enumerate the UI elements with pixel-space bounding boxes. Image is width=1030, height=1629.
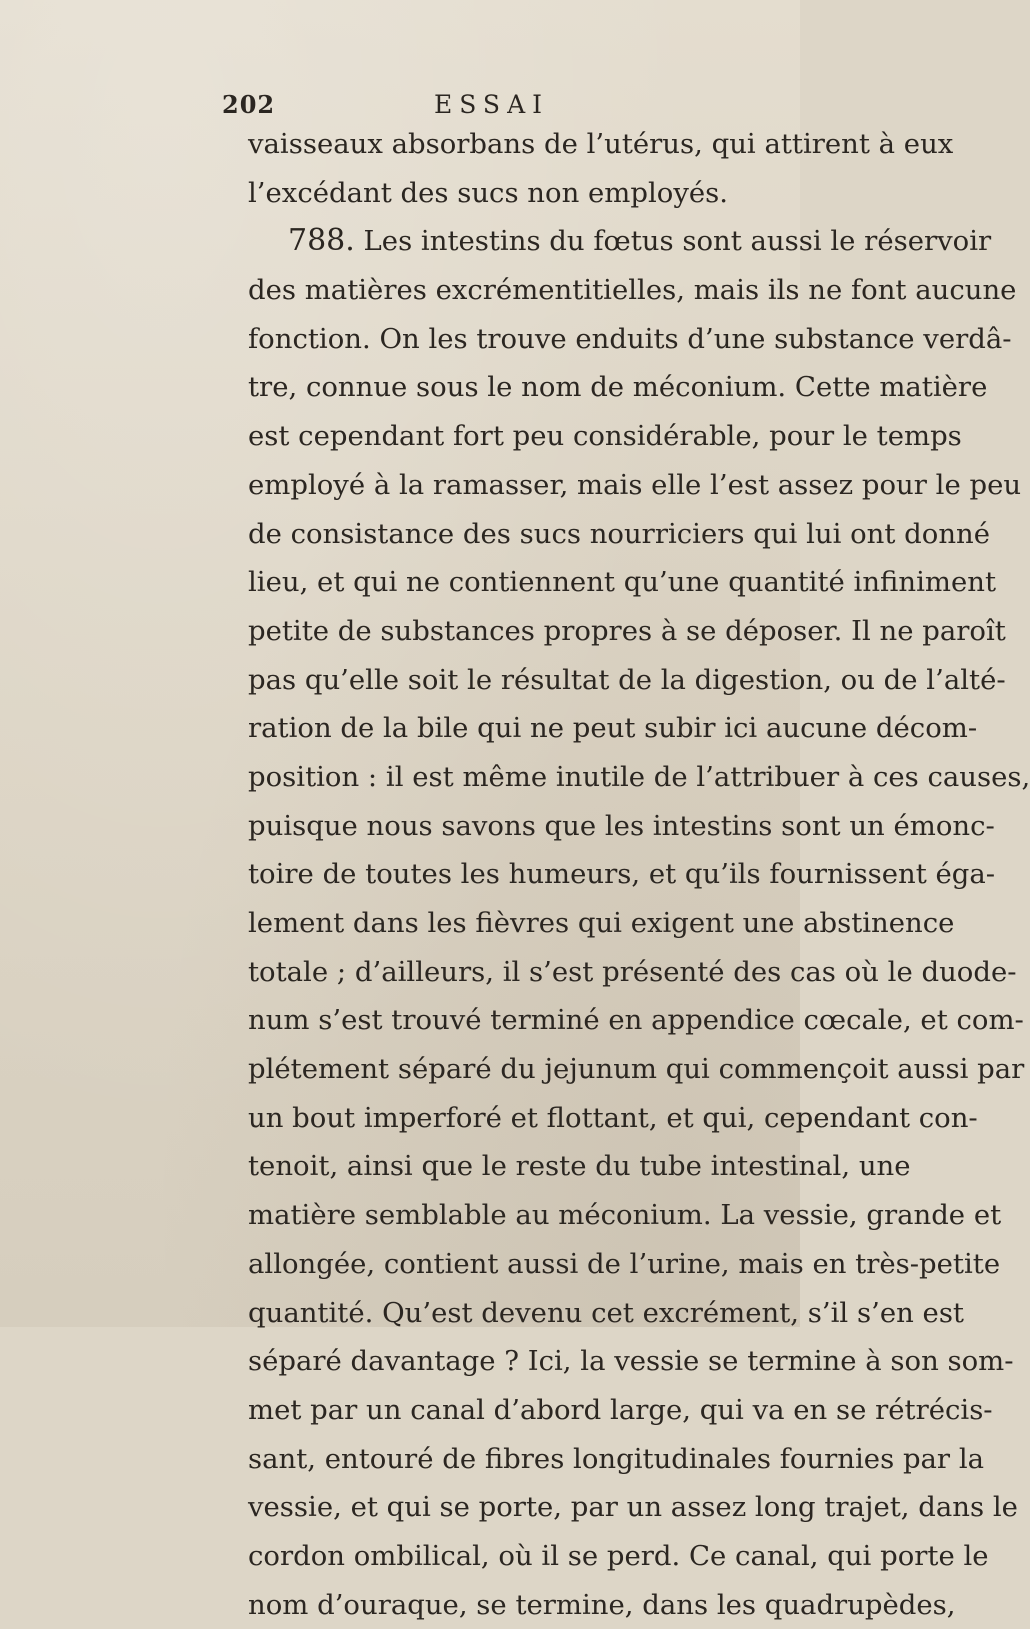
text-line: lieu, et qui ne contiennent qu’une quantité infiniment [248,566,996,599]
text-line: nom d’ouraque, se termine, dans les quadrupèdes, [248,1588,956,1621]
body-text [248,120,1030,1629]
text-line: ration de la bile qui ne peut subir ici aucune décom- [248,712,978,745]
text-line: vaisseaux absorbans de l’utérus, qui attirent à eux [248,128,954,160]
text-line: sant, entouré de fibres longitudinales fournies par la [248,1442,985,1475]
running-title: ESSAI [434,90,549,119]
paragraph-start-line [248,217,992,266]
page-number: 202 [222,90,276,119]
text-line: tre, connue sous le nom de méconium. Cette matière [248,371,988,404]
text-line: employé à la ramasser, mais elle l’est assez pour le peu [248,468,1022,501]
text-line: cordon ombilical, où il se perd. Ce canal, qui porte le [248,1539,989,1572]
text-line: l’excédant des sucs non employés. [248,176,729,209]
text-line: des matières excrémentitielles, mais ils ne font aucune [248,274,1017,307]
text-line: vessie, et qui se porte, par un assez long trajet, dans le [248,1491,1018,1524]
text-line: position : il est même inutile de l’attribuer à ces causes, [248,760,1030,793]
text-line: tenoit, ainsi que le reste du tube intestinal, une [248,1150,911,1183]
text-line: num s’est trouvé terminé en appendice cœcale, et com- [248,1004,1024,1037]
text-line: fonction. On les trouve enduits d’une substance verdâ- [248,322,1012,355]
text-line: plétement séparé du jejunum qui commençoit aussi par [248,1053,1025,1086]
text-line: puisque nous savons que les intestins sont un émonc- [248,809,995,842]
text-line: séparé davantage ? Ici, la vessie se termine à son som- [248,1345,1014,1378]
text-line: totale ; d’ailleurs, il s’est présenté des cas où le duode- [248,955,1017,988]
text-line: toire de toutes les humeurs, et qu’ils fournissent éga- [248,858,996,891]
text-line: un bout imperforé et flottant, et qui, cependant con- [248,1101,978,1134]
paragraph-number: 788. [288,223,355,259]
text-line: quantité. Qu’est devenu cet excrément, s’il s’en est [248,1296,964,1329]
paragraph-first-line: Les intestins du fœtus sont aussi le réservoir [363,225,992,258]
text-line: allongée, contient aussi de l’urine, mais en très-petite [248,1247,1001,1280]
text-line: pas qu’elle soit le résultat de la digestion, ou de l’alté- [248,663,1006,696]
text-line: lement dans les fièvres qui exigent une abstinence [248,907,955,939]
text-line: de consistance des sucs nourriciers qui lui ont donné [248,517,991,550]
text-line: matière semblable au méconium. La vessie, grande et [248,1199,1002,1232]
text-line: met par un canal d’abord large, qui va en se rétrécis- [248,1393,993,1426]
text-line: petite de substances propres à se déposer. Il ne paroît [248,614,1006,647]
text-line: est cependant fort peu considérable, pour le temps [248,420,962,453]
